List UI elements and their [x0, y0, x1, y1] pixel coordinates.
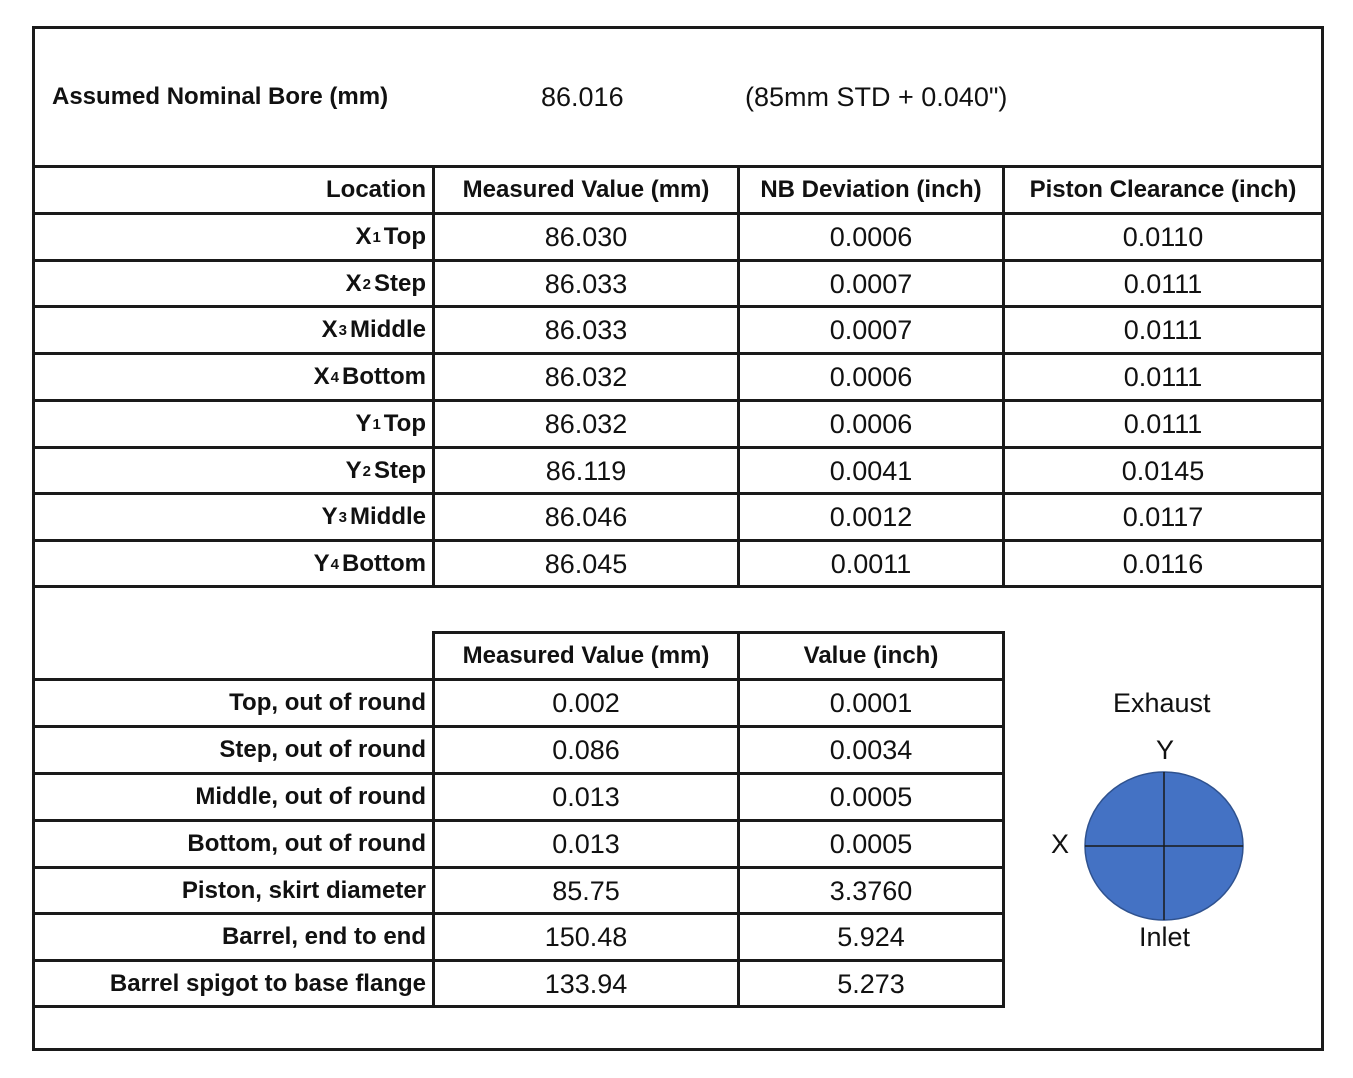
value-inch-cell: 3.3760 [829, 875, 913, 906]
nb-deviation-cell: 0.0007 [829, 314, 913, 345]
location-name: Middle [350, 316, 426, 343]
value-inch-cell: 0.0005 [829, 781, 913, 812]
axis-index: 4 [330, 555, 340, 573]
measured-value-cell: 86.032 [544, 408, 628, 439]
exhaust-label: Exhaust [1113, 688, 1211, 718]
location-name: Top [383, 223, 426, 250]
location-name: Top [383, 410, 426, 437]
piston-clearance-cell: 0.0111 [1123, 361, 1203, 392]
measurement-label-cell: Bottom, out of round [187, 830, 426, 857]
nominal-bore-note: (85mm STD + 0.040") [745, 82, 1008, 112]
axis-letter: Y [355, 410, 372, 437]
measured-value-cell: 86.119 [545, 455, 627, 486]
location-cell [35, 262, 432, 306]
location-cell [35, 215, 432, 259]
value-inch-cell: 5.924 [837, 921, 905, 952]
location-name: Bottom [342, 550, 426, 577]
axis-index: 1 [372, 415, 381, 433]
axis-index: 2 [362, 275, 371, 293]
col-header-measured-mm: Measured Value (mm) [462, 642, 710, 669]
axis-index: 2 [362, 462, 371, 480]
measured-value-cell: 86.045 [544, 548, 628, 579]
axis-letter: Y [345, 457, 362, 484]
location-name: Step [373, 270, 426, 297]
location-cell [35, 449, 432, 493]
measured-value-cell: 86.046 [544, 501, 628, 532]
nb-deviation-cell: 0.0006 [829, 221, 913, 252]
measured-mm-cell: 0.002 [552, 687, 620, 718]
piston-clearance-cell: 0.0117 [1122, 501, 1204, 532]
col-header-deviation: NB Deviation (inch) [760, 176, 982, 203]
axis-index: 3 [338, 321, 347, 339]
measured-mm-cell: 0.086 [552, 734, 620, 765]
value-inch-cell: 0.0034 [829, 734, 913, 765]
nb-deviation-cell: 0.0006 [829, 361, 913, 392]
col-header-value-inch: Value (inch) [803, 642, 939, 669]
location-name: Middle [350, 503, 426, 530]
piston-clearance-cell: 0.0111 [1123, 314, 1203, 345]
piston-clearance-cell: 0.0116 [1122, 548, 1204, 579]
col-header-clearance: Piston Clearance (inch) [1029, 176, 1297, 203]
axis-letter: Y [321, 503, 338, 530]
measured-mm-cell: 0.013 [552, 781, 620, 812]
measured-mm-cell: 133.94 [544, 968, 628, 999]
nb-deviation-cell: 0.0012 [829, 501, 913, 532]
measured-mm-cell: 85.75 [552, 875, 620, 906]
nb-deviation-cell: 0.0006 [829, 408, 913, 439]
nb-deviation-cell: 0.0041 [829, 455, 913, 486]
measured-value-cell: 86.033 [544, 268, 628, 299]
bore-circle [1080, 768, 1248, 926]
measured-value-cell: 86.032 [544, 361, 628, 392]
location-cell [35, 355, 432, 399]
value-inch-cell: 0.0005 [829, 828, 913, 859]
measurement-label-cell: Barrel spigot to base flange [109, 970, 426, 997]
nominal-bore-value: 86.016 [541, 82, 624, 112]
axis-letter: X [321, 316, 338, 343]
axis-letter: Y [313, 550, 330, 577]
col-header-measured: Measured Value (mm) [462, 176, 710, 203]
measured-mm-cell: 0.013 [552, 828, 620, 859]
measurement-label-cell: Middle, out of round [195, 783, 426, 810]
x-axis-label: X [1051, 829, 1070, 859]
measurement-label-cell: Barrel, end to end [221, 923, 426, 950]
axis-letter: X [345, 270, 362, 297]
nb-deviation-cell: 0.0011 [830, 548, 912, 579]
nb-deviation-cell: 0.0007 [829, 268, 913, 299]
inlet-label: Inlet [1139, 922, 1191, 952]
value-inch-cell: 5.273 [837, 968, 905, 999]
measured-value-cell: 86.030 [544, 221, 628, 252]
piston-clearance-cell: 0.0111 [1123, 268, 1203, 299]
measurement-label-cell: Step, out of round [219, 736, 426, 763]
nominal-bore-label: Assumed Nominal Bore (mm) [52, 83, 389, 110]
axis-letter: X [355, 223, 372, 250]
axis-index: 4 [330, 368, 340, 386]
location-cell [35, 495, 432, 539]
axis-index: 3 [338, 508, 347, 526]
location-cell [35, 402, 432, 446]
location-name: Bottom [342, 363, 426, 390]
measurement-label-cell: Top, out of round [229, 689, 426, 716]
value-inch-cell: 0.0001 [829, 687, 913, 718]
measured-value-cell: 86.033 [544, 314, 628, 345]
location-cell [35, 542, 432, 586]
col-header-location: Location [326, 176, 426, 203]
location-cell [35, 308, 432, 352]
y-axis-label: Y [1156, 735, 1175, 765]
axis-letter: X [313, 363, 330, 390]
location-name: Step [373, 457, 426, 484]
measured-mm-cell: 150.48 [544, 921, 628, 952]
axis-index: 1 [372, 228, 381, 246]
measurement-label-cell: Piston, skirt diameter [181, 877, 426, 904]
piston-clearance-cell: 0.0110 [1122, 221, 1204, 252]
piston-clearance-cell: 0.0111 [1123, 408, 1203, 439]
piston-clearance-cell: 0.0145 [1121, 455, 1205, 486]
